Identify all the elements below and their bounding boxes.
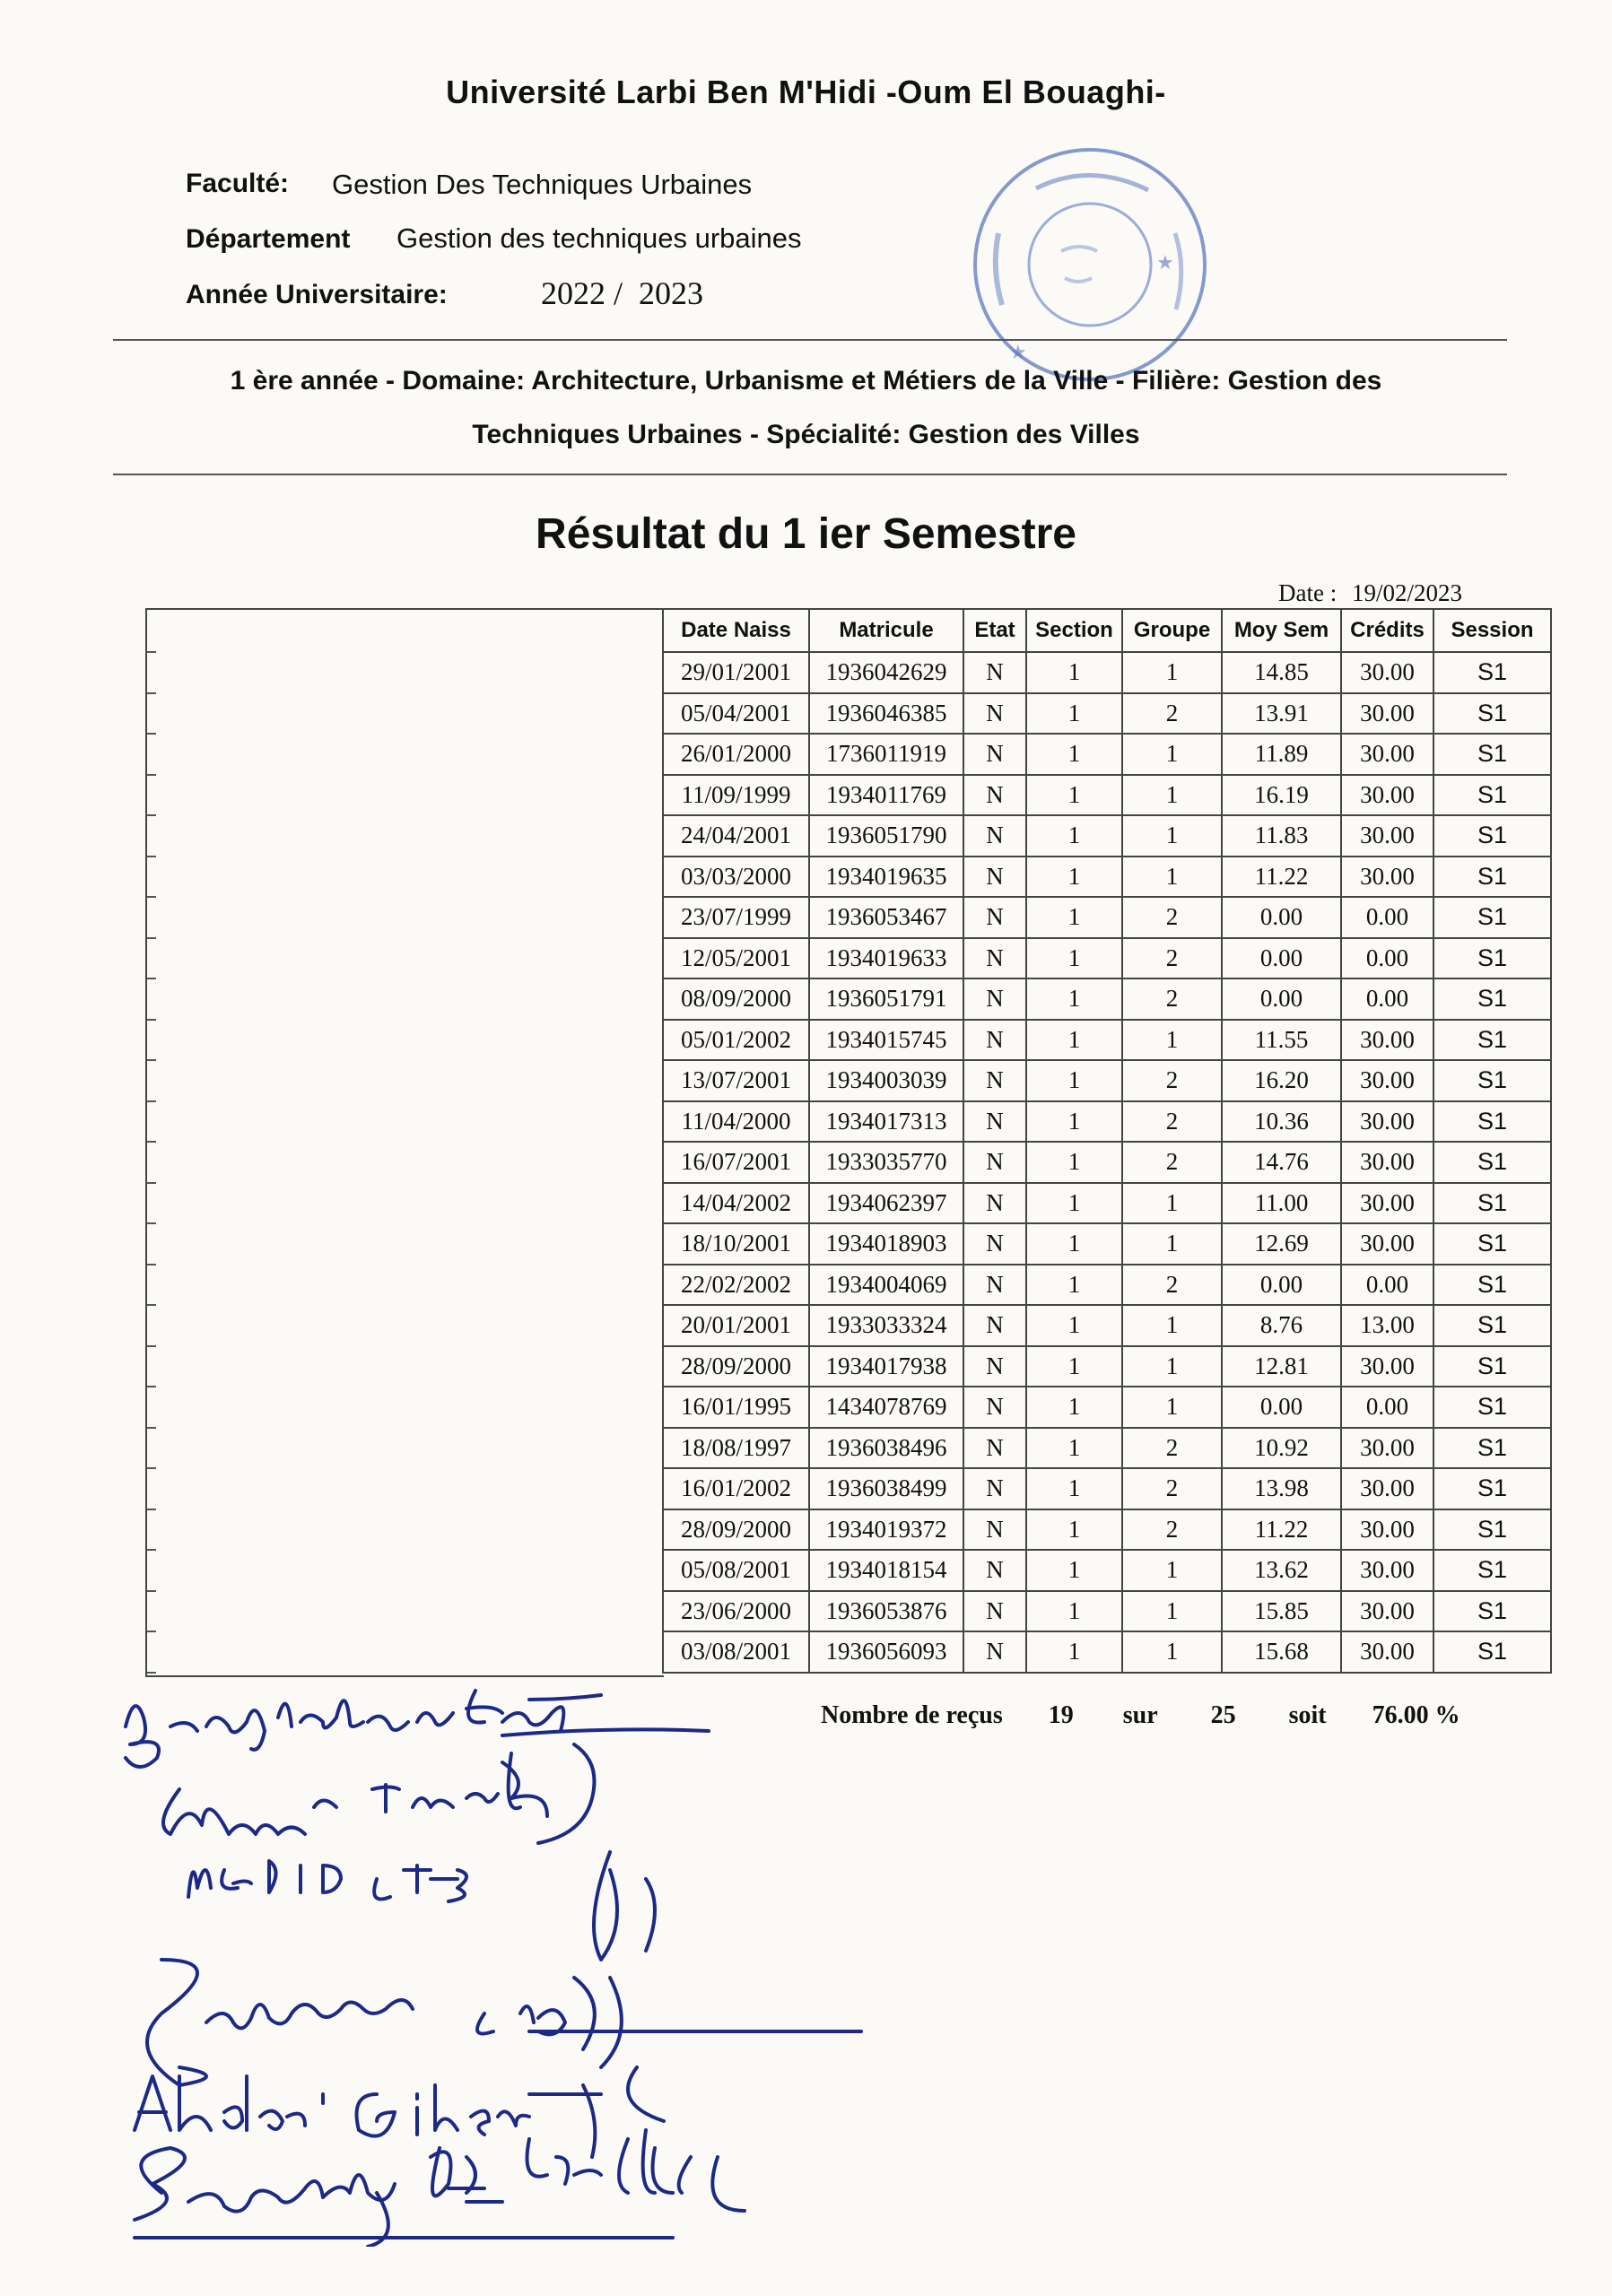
- table-cell: N: [963, 1101, 1026, 1143]
- table-cell: N: [963, 815, 1026, 857]
- table-cell: 0.00: [1341, 897, 1433, 938]
- table-cell: 1936051791: [809, 978, 963, 1020]
- table-cell: 1936053467: [809, 897, 963, 938]
- department-label: Département: [186, 224, 351, 254]
- table-cell: 1936051790: [809, 815, 963, 857]
- table-cell: S1: [1433, 1101, 1551, 1143]
- table-cell: N: [963, 1223, 1026, 1265]
- table-cell: S1: [1433, 897, 1551, 938]
- table-cell: 1: [1026, 693, 1122, 735]
- table-cell: 1934062397: [809, 1183, 963, 1224]
- column-header: Etat: [963, 609, 1026, 652]
- table-cell: 1: [1026, 1223, 1122, 1265]
- table-cell: 2: [1122, 1509, 1222, 1551]
- table-cell: 18/10/2001: [663, 1223, 809, 1265]
- row-tick-mark: [147, 774, 156, 776]
- result-title: Résultat du 1 ier Semestre: [536, 510, 1076, 558]
- table-cell: 0.00: [1341, 978, 1433, 1020]
- table-row: [663, 1387, 1551, 1428]
- table-cell: 1434078769: [809, 1387, 963, 1428]
- table-cell: 1934017313: [809, 1101, 963, 1143]
- table-cell: 13.91: [1222, 693, 1341, 735]
- table-cell: N: [963, 1468, 1026, 1509]
- table-cell: 0.00: [1222, 1265, 1341, 1306]
- table-cell: 1: [1026, 1183, 1122, 1224]
- table-cell: 11/09/1999: [663, 775, 809, 816]
- table-cell: 28/09/2000: [663, 1346, 809, 1387]
- table-cell: 1934011769: [809, 775, 963, 816]
- table-row: [663, 775, 1551, 816]
- date-label: Date :: [1278, 579, 1338, 606]
- table-cell: 15.68: [1222, 1631, 1341, 1673]
- table-cell: 1: [1122, 1387, 1222, 1428]
- table-cell: S1: [1433, 1142, 1551, 1183]
- row-tick-mark: [147, 1590, 156, 1592]
- divider-top: [113, 339, 1507, 341]
- table-cell: N: [963, 1591, 1026, 1632]
- table-cell: N: [963, 1142, 1026, 1183]
- faculty-value: Gestion Des Techniques Urbaines: [332, 169, 753, 200]
- table-cell: 10.36: [1222, 1101, 1341, 1143]
- table-cell: 30.00: [1341, 1509, 1433, 1551]
- table-row: [663, 1142, 1551, 1183]
- table-cell: 1: [1026, 1550, 1122, 1591]
- program-line-1: 1 ère année - Domaine: Architecture, Urbanisme et Métiers de la Ville - Filière: Gestion des: [230, 366, 1382, 396]
- table-cell: 0.00: [1222, 897, 1341, 938]
- table-row: [663, 1346, 1551, 1387]
- table-cell: 18/08/1997: [663, 1428, 809, 1469]
- table-cell: S1: [1433, 693, 1551, 735]
- table-cell: S1: [1433, 1631, 1551, 1673]
- table-cell: 11.22: [1222, 1509, 1341, 1551]
- row-tick-mark: [147, 651, 156, 653]
- table-cell: 1: [1026, 978, 1122, 1020]
- table-cell: 1: [1122, 857, 1222, 898]
- table-cell: N: [963, 1346, 1026, 1387]
- table-cell: 1936053876: [809, 1591, 963, 1632]
- column-header: Groupe: [1122, 609, 1222, 652]
- row-tick-mark: [147, 1019, 156, 1021]
- table-cell: S1: [1433, 1468, 1551, 1509]
- table-cell: 1: [1026, 897, 1122, 938]
- table-row: [663, 1183, 1551, 1224]
- table-cell: S1: [1433, 1387, 1551, 1428]
- table-row: [663, 1468, 1551, 1509]
- row-tick-mark: [147, 978, 156, 979]
- table-cell: S1: [1433, 1060, 1551, 1101]
- names-column-blank: [145, 608, 664, 1677]
- table-cell: S1: [1433, 1020, 1551, 1061]
- date-line: [1278, 579, 1462, 607]
- table-cell: 1: [1026, 1020, 1122, 1061]
- table-cell: 23/06/2000: [663, 1591, 809, 1632]
- table-cell: 1: [1026, 1387, 1122, 1428]
- table-cell: 1936038496: [809, 1428, 963, 1469]
- table-cell: 1: [1026, 1631, 1122, 1673]
- table-cell: S1: [1433, 938, 1551, 979]
- table-cell: 05/01/2002: [663, 1020, 809, 1061]
- table-cell: 2: [1122, 1265, 1222, 1306]
- table-cell: 2: [1122, 897, 1222, 938]
- table-cell: 0.00: [1341, 938, 1433, 979]
- table-cell: 29/01/2001: [663, 652, 809, 693]
- table-row: [663, 693, 1551, 735]
- table-cell: 16/07/2001: [663, 1142, 809, 1183]
- table-cell: 1: [1026, 1591, 1122, 1632]
- table-cell: 30.00: [1341, 1591, 1433, 1632]
- table-row: [663, 652, 1551, 693]
- table-cell: 13.62: [1222, 1550, 1341, 1591]
- table-cell: 26/01/2000: [663, 734, 809, 775]
- table-cell: 1936042629: [809, 652, 963, 693]
- table-cell: 28/09/2000: [663, 1509, 809, 1551]
- summary-received: 19: [1048, 1701, 1074, 1729]
- table-cell: N: [963, 978, 1026, 1020]
- table-cell: 2: [1122, 1468, 1222, 1509]
- table-cell: 2: [1122, 693, 1222, 735]
- table-cell: 30.00: [1341, 734, 1433, 775]
- column-header: Matricule: [809, 609, 963, 652]
- table-cell: S1: [1433, 652, 1551, 693]
- table-cell: 8.76: [1222, 1305, 1341, 1346]
- column-header: Session: [1433, 609, 1551, 652]
- table-cell: 11.55: [1222, 1020, 1341, 1061]
- table-row: [663, 978, 1551, 1020]
- table-cell: 11.00: [1222, 1183, 1341, 1224]
- table-cell: N: [963, 897, 1026, 938]
- table-cell: 30.00: [1341, 1223, 1433, 1265]
- table-cell: N: [963, 1428, 1026, 1469]
- table-cell: 05/08/2001: [663, 1550, 809, 1591]
- table-row: [663, 1223, 1551, 1265]
- table-cell: 14.85: [1222, 652, 1341, 693]
- table-cell: S1: [1433, 1550, 1551, 1591]
- department-value: Gestion des techniques urbaines: [396, 222, 802, 254]
- table-cell: 1934018154: [809, 1550, 963, 1591]
- table-cell: 2: [1122, 978, 1222, 1020]
- table-cell: 30.00: [1341, 775, 1433, 816]
- table-cell: N: [963, 1183, 1026, 1224]
- table-cell: 0.00: [1341, 1387, 1433, 1428]
- table-cell: 0.00: [1222, 978, 1341, 1020]
- table-cell: N: [963, 1509, 1026, 1551]
- table-cell: 23/07/1999: [663, 897, 809, 938]
- table-cell: 13.00: [1341, 1305, 1433, 1346]
- table-cell: 1934018903: [809, 1223, 963, 1265]
- table-cell: 1: [1122, 1020, 1222, 1061]
- table-row: [663, 1631, 1551, 1673]
- table-header-row: [663, 609, 1551, 652]
- table-cell: 1: [1122, 1631, 1222, 1673]
- table-cell: 14/04/2002: [663, 1183, 809, 1224]
- table-cell: 11/04/2000: [663, 1101, 809, 1143]
- table-cell: S1: [1433, 857, 1551, 898]
- table-cell: 2: [1122, 1060, 1222, 1101]
- summary-percent: 76.00 %: [1372, 1701, 1460, 1729]
- table-row: [663, 815, 1551, 857]
- table-cell: 1: [1026, 938, 1122, 979]
- table-cell: 2: [1122, 938, 1222, 979]
- svg-text:★: ★: [1009, 342, 1027, 364]
- table-cell: 1936046385: [809, 693, 963, 735]
- table-cell: 1736011919: [809, 734, 963, 775]
- table-row: [663, 1509, 1551, 1551]
- table-cell: 30.00: [1341, 693, 1433, 735]
- table-cell: 16/01/1995: [663, 1387, 809, 1428]
- table-cell: N: [963, 938, 1026, 979]
- row-tick-mark: [147, 896, 156, 898]
- table-cell: 16.19: [1222, 775, 1341, 816]
- table-cell: 30.00: [1341, 1020, 1433, 1061]
- table-cell: 2: [1122, 1101, 1222, 1143]
- table-cell: 13.98: [1222, 1468, 1341, 1509]
- row-tick-mark: [147, 1345, 156, 1347]
- table-cell: 30.00: [1341, 815, 1433, 857]
- table-cell: 1934004069: [809, 1265, 963, 1306]
- row-tick-mark: [147, 1467, 156, 1469]
- table-cell: 11.89: [1222, 734, 1341, 775]
- row-tick-mark: [147, 1182, 156, 1184]
- table-row: [663, 734, 1551, 775]
- table-cell: 15.85: [1222, 1591, 1341, 1632]
- year-label: Année Universitaire:: [186, 280, 448, 309]
- results-table: [662, 608, 1552, 1674]
- table-cell: 24/04/2001: [663, 815, 809, 857]
- table-cell: N: [963, 1265, 1026, 1306]
- table-cell: 1: [1026, 1468, 1122, 1509]
- table-cell: 30.00: [1341, 1550, 1433, 1591]
- table-cell: S1: [1433, 1509, 1551, 1551]
- table-cell: 30.00: [1341, 652, 1433, 693]
- table-cell: S1: [1433, 1305, 1551, 1346]
- row-tick-mark: [147, 814, 156, 816]
- divider-bottom: [113, 474, 1507, 475]
- faculty-label: Faculté:: [186, 169, 290, 198]
- table-cell: S1: [1433, 1183, 1551, 1224]
- table-row: [663, 1060, 1551, 1101]
- table-cell: 1: [1026, 1101, 1122, 1143]
- table-cell: N: [963, 1550, 1026, 1591]
- table-cell: N: [963, 1305, 1026, 1346]
- table-cell: 1: [1122, 1183, 1222, 1224]
- table-cell: 1: [1122, 652, 1222, 693]
- table-cell: 1: [1026, 1346, 1122, 1387]
- table-cell: 16.20: [1222, 1060, 1341, 1101]
- row-tick-mark: [147, 1100, 156, 1102]
- table-cell: N: [963, 1631, 1026, 1673]
- program-line-2: Techniques Urbaines - Spécialité: Gestion des Villes: [472, 420, 1140, 449]
- table-cell: 1934003039: [809, 1060, 963, 1101]
- table-cell: 1: [1122, 775, 1222, 816]
- table-cell: 1934015745: [809, 1020, 963, 1061]
- table-cell: 30.00: [1341, 1631, 1433, 1673]
- table-cell: S1: [1433, 1223, 1551, 1265]
- table-cell: S1: [1433, 1346, 1551, 1387]
- table-cell: 1: [1026, 734, 1122, 775]
- table-cell: 1: [1122, 1591, 1222, 1632]
- table-cell: 1: [1026, 1305, 1122, 1346]
- date-value: 19/02/2023: [1351, 579, 1462, 606]
- table-cell: 08/09/2000: [663, 978, 809, 1020]
- table-cell: S1: [1433, 734, 1551, 775]
- row-tick-mark: [147, 1386, 156, 1387]
- table-cell: S1: [1433, 1591, 1551, 1632]
- row-tick-mark: [147, 856, 156, 857]
- row-tick-mark: [147, 1427, 156, 1429]
- table-cell: 1: [1122, 1223, 1222, 1265]
- table-cell: 0.00: [1341, 1265, 1433, 1306]
- table-cell: 1: [1026, 1428, 1122, 1469]
- table-row: [663, 1428, 1551, 1469]
- table-cell: 1: [1026, 1509, 1122, 1551]
- table-cell: 12/05/2001: [663, 938, 809, 979]
- table-row: [663, 1591, 1551, 1632]
- table-cell: 1934019635: [809, 857, 963, 898]
- table-cell: 10.92: [1222, 1428, 1341, 1469]
- table-cell: 1: [1026, 1060, 1122, 1101]
- table-cell: N: [963, 1020, 1026, 1061]
- table-cell: N: [963, 775, 1026, 816]
- row-tick-mark: [147, 1264, 156, 1265]
- table-cell: 30.00: [1341, 1183, 1433, 1224]
- row-tick-mark: [147, 1304, 156, 1306]
- column-header: Date Naiss: [663, 609, 809, 652]
- table-cell: S1: [1433, 775, 1551, 816]
- table-cell: 1: [1122, 1550, 1222, 1591]
- row-tick-mark: [147, 1549, 156, 1551]
- row-tick-mark: [147, 692, 156, 694]
- svg-text:★: ★: [1156, 252, 1174, 274]
- row-tick-mark: [147, 1059, 156, 1061]
- table-cell: 12.81: [1222, 1346, 1341, 1387]
- row-tick-mark: [147, 733, 156, 735]
- table-cell: 22/02/2002: [663, 1265, 809, 1306]
- table-cell: 1936038499: [809, 1468, 963, 1509]
- row-tick-mark: [147, 937, 156, 939]
- table-cell: 16/01/2002: [663, 1468, 809, 1509]
- table-cell: 0.00: [1222, 938, 1341, 979]
- table-row: [663, 938, 1551, 979]
- row-tick-mark: [147, 1222, 156, 1224]
- table-cell: 1933035770: [809, 1142, 963, 1183]
- table-cell: S1: [1433, 978, 1551, 1020]
- table-cell: 1: [1122, 734, 1222, 775]
- table-row: [663, 1101, 1551, 1143]
- summary-label: Nombre de reçus: [821, 1701, 1003, 1729]
- table-cell: N: [963, 734, 1026, 775]
- table-row: [663, 1265, 1551, 1306]
- table-cell: 11.83: [1222, 815, 1341, 857]
- table-cell: 30.00: [1341, 1142, 1433, 1183]
- table-row: [663, 897, 1551, 938]
- column-header: Section: [1026, 609, 1122, 652]
- table-cell: 03/03/2000: [663, 857, 809, 898]
- table-cell: N: [963, 652, 1026, 693]
- table-cell: 1: [1026, 1265, 1122, 1306]
- row-tick-mark: [147, 1141, 156, 1143]
- table-cell: S1: [1433, 1265, 1551, 1306]
- table-cell: 2: [1122, 1428, 1222, 1469]
- table-row: [663, 1550, 1551, 1591]
- table-row: [663, 857, 1551, 898]
- table-cell: 1: [1122, 815, 1222, 857]
- table-cell: 05/04/2001: [663, 693, 809, 735]
- table-cell: 1: [1026, 815, 1122, 857]
- summary-total: 25: [1210, 1701, 1236, 1729]
- table-cell: 03/08/2001: [663, 1631, 809, 1673]
- university-title: Université Larbi Ben M'Hidi -Oum El Bouaghi-: [446, 74, 1166, 110]
- table-cell: 30.00: [1341, 1101, 1433, 1143]
- table-cell: N: [963, 857, 1026, 898]
- table-cell: 0.00: [1222, 1387, 1341, 1428]
- table-cell: 1934019372: [809, 1509, 963, 1551]
- column-header: Crédits: [1341, 609, 1433, 652]
- table-cell: S1: [1433, 1428, 1551, 1469]
- table-cell: 1933033324: [809, 1305, 963, 1346]
- summary-soit: soit: [1288, 1701, 1327, 1729]
- table-cell: 20/01/2001: [663, 1305, 809, 1346]
- row-tick-mark: [147, 1509, 156, 1510]
- table-cell: 1: [1122, 1346, 1222, 1387]
- official-stamp: [946, 135, 1233, 395]
- table-cell: 1934019633: [809, 938, 963, 979]
- table-cell: 30.00: [1341, 1468, 1433, 1509]
- table-cell: 1: [1026, 652, 1122, 693]
- table-cell: N: [963, 1387, 1026, 1428]
- table-cell: 1: [1026, 857, 1122, 898]
- table-cell: 30.00: [1341, 1428, 1433, 1469]
- table-cell: 2: [1122, 1142, 1222, 1183]
- summary-sur: sur: [1122, 1701, 1158, 1729]
- table-cell: S1: [1433, 815, 1551, 857]
- table-cell: 30.00: [1341, 1346, 1433, 1387]
- table-cell: 1: [1122, 1305, 1222, 1346]
- row-tick-mark: [147, 1631, 156, 1632]
- table-cell: 12.69: [1222, 1223, 1341, 1265]
- handwritten-signatures: [108, 1673, 1094, 2247]
- table-row: [663, 1020, 1551, 1061]
- table-cell: N: [963, 693, 1026, 735]
- table-cell: 30.00: [1341, 1060, 1433, 1101]
- table-cell: 30.00: [1341, 857, 1433, 898]
- table-cell: N: [963, 1060, 1026, 1101]
- year-value: 2022 / 2023: [541, 275, 704, 311]
- table-row: [663, 1305, 1551, 1346]
- table-cell: 1: [1026, 775, 1122, 816]
- column-header: Moy Sem: [1222, 609, 1341, 652]
- table-cell: 13/07/2001: [663, 1060, 809, 1101]
- table-cell: 11.22: [1222, 857, 1341, 898]
- table-cell: 14.76: [1222, 1142, 1341, 1183]
- table-cell: 1934017938: [809, 1346, 963, 1387]
- table-cell: 1936056093: [809, 1631, 963, 1673]
- table-cell: 1: [1026, 1142, 1122, 1183]
